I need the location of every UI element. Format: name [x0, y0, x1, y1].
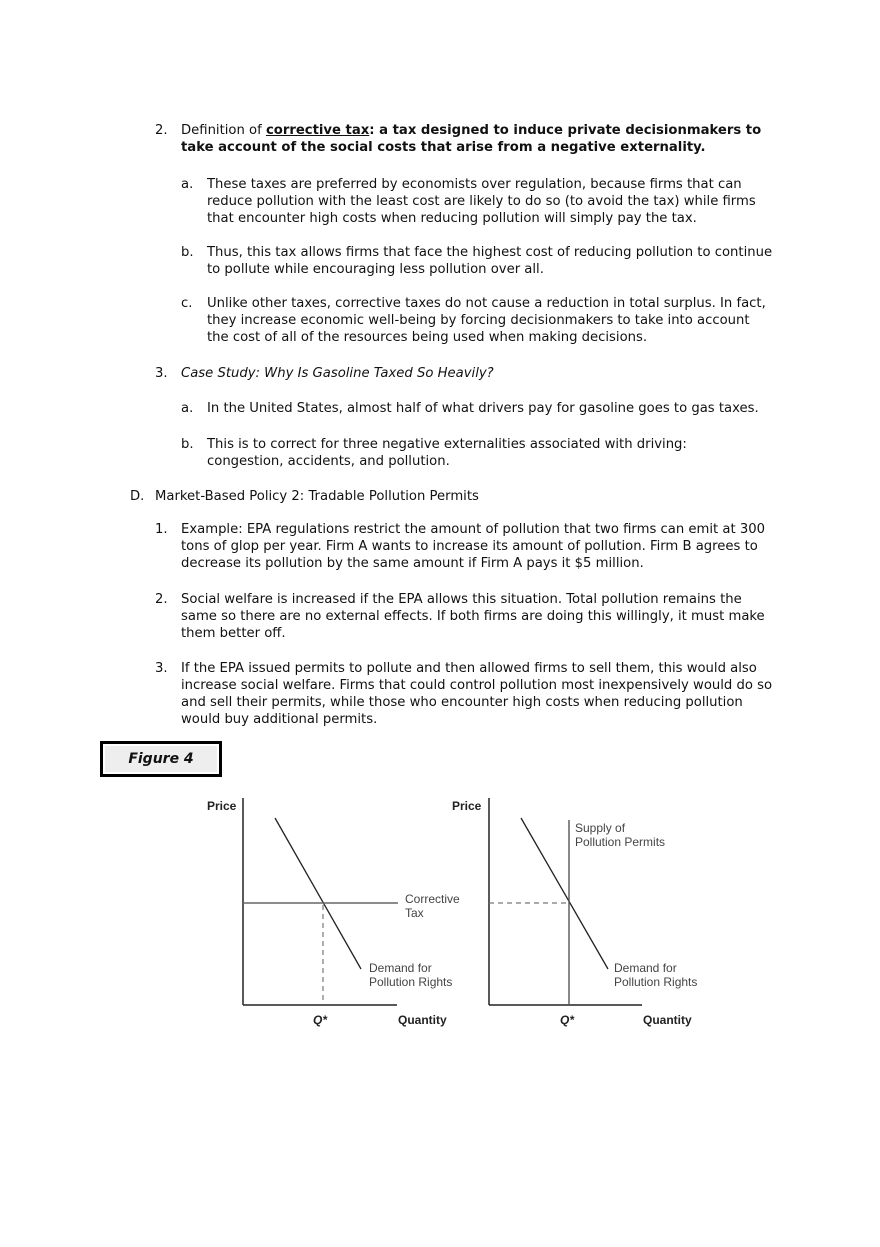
item-text: Social welfare is increased if the EPA allows this situation. Total pollution remains the same so there are no external effects. If both firms are doing this willingly, it must make them better off. — [181, 592, 765, 641]
definition-text: : a tax designed to induce private decisionmakers to take account of the social costs that arise from a negative externality. — [181, 123, 762, 155]
tax-label-2: Tax — [405, 906, 424, 920]
supply-label-2: Pollution Permits — [575, 835, 666, 849]
item-number: 2. — [155, 123, 168, 138]
y-axis-label: Price — [452, 799, 482, 813]
item-number: 1. — [155, 522, 168, 537]
q-star-label: Q* — [560, 1013, 575, 1027]
item-number: 3. — [155, 661, 168, 676]
q-star-label: Q* — [313, 1013, 328, 1027]
x-axis-label: Quantity — [398, 1013, 447, 1027]
item-number: b. — [181, 437, 194, 452]
section-letter: D. — [130, 489, 145, 504]
item-number: b. — [181, 245, 194, 260]
figure-label: Figure 4 — [100, 741, 222, 777]
item-text: Unlike other taxes, corrective taxes do not cause a reduction in total surplus. In fact, they increase economic well-being by forcing decisionmakers to take into account the cost of all of the resources being used when making decisions. — [207, 296, 766, 345]
supply-label-1: Supply of — [575, 821, 626, 835]
item-text: These taxes are preferred by economists over regulation, because firms that can reduce pollution with the least cost are likely to do so (to avoid the tax) while firms that encounter high costs when reducing pollution will simply pay the tax. — [207, 177, 756, 226]
case-study-title: Case Study: Why Is Gasoline Taxed So Heavily? — [181, 366, 494, 381]
item-number: 2. — [155, 592, 168, 607]
item-text: This is to correct for three negative externalities associated with driving: congestion, accidents, and pollution. — [207, 437, 687, 469]
item-text: Example: EPA regulations restrict the amount of pollution that two firms can emit at 300 tons of glop per year. Firm A wants to increase its amount of pollution. Firm B agrees to decrease its pollution by the same amount if Firm A pays it $5 million. — [181, 522, 765, 571]
section-title: Market-Based Policy 2: Tradable Pollution Permits — [155, 489, 479, 504]
item-number: a. — [181, 177, 194, 192]
demand-label-2: Pollution Rights — [614, 975, 698, 989]
demand-label-1: Demand for — [614, 961, 677, 975]
item-text: If the EPA issued permits to pollute and then allowed firms to sell them, this would also increase social welfare. Firms that could control pollution most inexpensively would do so and sell their permits, while those who encounter high costs when reducing pollution would buy additional permits. — [181, 661, 773, 727]
item-number: a. — [181, 401, 194, 416]
x-axis-label: Quantity — [643, 1013, 692, 1027]
lead-text: Definition of — [181, 123, 266, 138]
defined-term: corrective tax — [265, 123, 370, 138]
item-text: In the United States, almost half of what drivers pay for gasoline goes to gas taxes. — [207, 401, 759, 416]
item-text: Thus, this tax allows firms that face the highest cost of reducing pollution to continue to pollute while encouraging less pollution over all. — [207, 245, 773, 277]
item-number: 3. — [155, 366, 168, 381]
tax-label-1: Corrective — [405, 892, 460, 906]
demand-label-2: Pollution Rights — [369, 975, 453, 989]
item-number: c. — [181, 296, 193, 311]
y-axis-label: Price — [207, 799, 237, 813]
demand-curve — [275, 818, 361, 969]
demand-label-1: Demand for — [369, 961, 432, 975]
